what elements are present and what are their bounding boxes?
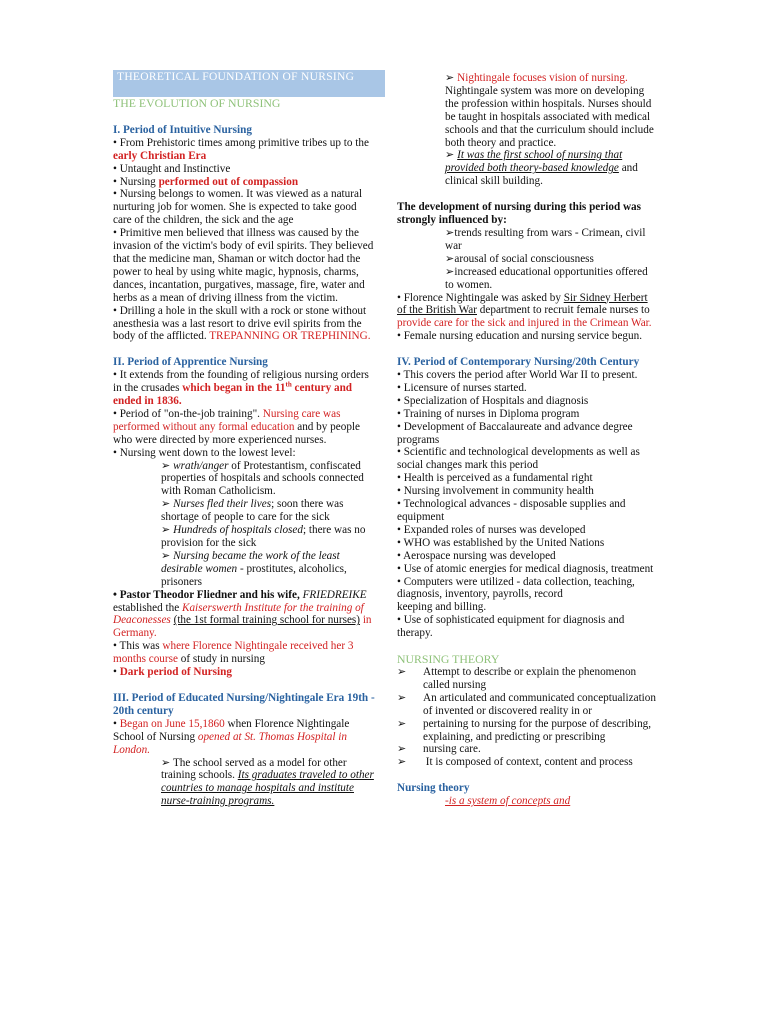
list-item: • Nursing performed out of compassion <box>113 175 299 188</box>
sub-item: ➢ Nightingale focuses vision of nursing. Nightingale system was more on developing the profession within hospitals. Nurses should be taught in hospitals associated with medical schools and that the curriculum should include both theory and practice. <box>445 72 654 149</box>
list-item: • Drilling a hole in the skull with a rock or stone without anesthesia was a last resort to drive evil spirits from the body of the afflicted. TREPANNING OR TREPHINING. <box>113 304 371 343</box>
list-item: • This was where Florence Nightingale received her 3 months course of study in nursing <box>113 640 354 666</box>
arrow-bullet-icon: ➢ <box>445 72 458 84</box>
section-nursing-theory <box>397 653 659 769</box>
list-item: • Technological advances - disposable supplies and equipment <box>397 498 626 523</box>
list-item: • Nursing belongs to women. It was viewed as a natural nurturing job for women. She is expected to take good care of the children, the sick and the age <box>113 188 363 227</box>
list-item: • Period of "on-the-job training". Nursing care was performed without any formal education and by people who were directed by more experienced nurses. <box>113 407 360 446</box>
list-item: • Development of Baccalaureate and advance degree programs <box>397 420 633 446</box>
section-title: Nursing theory <box>397 782 470 795</box>
arrow-bullet-icon: ➢ <box>445 149 458 162</box>
section-title: III. Period of Educated Nursing/Nightingale Era 19th - 20th century <box>113 691 375 717</box>
list-item: ➢ An articulated and communicated conceptualization of invented or discovered reality in or <box>397 691 656 717</box>
list-item: • Nursing went down to the lowest level: <box>113 446 296 459</box>
theory-list <box>397 666 659 769</box>
section-educated <box>113 692 375 808</box>
list-item: • It extends from the founding of religious nursing orders in the crusades which began in the 11th century and ended in 1836. <box>113 369 369 408</box>
list-item: • Use of sophisticated equipment for diagnosis and therapy. <box>397 614 625 640</box>
development-list <box>397 227 659 292</box>
section-contemporary <box>397 356 659 640</box>
list-item: ➢ It is composed of context, content and process <box>397 756 633 769</box>
list-item: • Primitive men believed that illness was caused by the invasion of the victim's body of evil spirits. They believed that the medicine man, Shaman or witch doctor had the power to heal by using white magic, hypnosis, charms, dances, incantation, purgatives, massage, fire, water and herbs as a mean of driving illness from the victim. <box>113 227 374 304</box>
section-title: I. Period of Intuitive Nursing <box>113 123 252 136</box>
theory-heading: NURSING THEORY <box>397 652 500 667</box>
left-column <box>113 97 375 808</box>
list-item: ➢ Attempt to describe or explain the phenomenon called nursing <box>397 665 637 691</box>
arrow-bullet-icon: ➢ <box>397 756 407 769</box>
list-item: • WHO was established by the United Nations <box>397 536 605 549</box>
sub-item: ➢ It was the first school of nursing that provided both theory-based knowledge and clinical skill building. <box>445 149 638 188</box>
title-banner <box>113 70 385 97</box>
arrow-bullet-icon: ➢ <box>397 691 407 704</box>
list-item: • This covers the period after World War II to present. <box>397 369 638 382</box>
list-item: • Nursing involvement in community health <box>397 485 594 498</box>
page-title: THEORETICAL FOUNDATION OF NURSING <box>117 71 355 83</box>
sub-item: ➢ Hundreds of hospitals closed; there was no provision for the sick <box>161 524 366 549</box>
list-item: • Aerospace nursing was developed <box>397 549 556 562</box>
list-item: • Female nursing education and nursing service begun. <box>397 330 643 343</box>
list-item: • From Prehistoric times among primitive tribes up to the early Christian Era <box>113 136 369 162</box>
arrow-bullet-icon: ➢ <box>445 226 455 239</box>
list-item: • Pastor Theodor Fliedner and his wife, FRIEDREIKE established the Kaiserswerth Institute for the training of Deaconesses (the 1st formal training school for nurses) in Germany. <box>113 588 372 640</box>
arrow-bullet-icon: ➢ <box>397 717 407 730</box>
arrow-bullet-icon: ➢ <box>161 524 174 537</box>
section-apprentice <box>113 356 375 679</box>
list-item: • Use of atomic energies for medical diagnosis, treatment <box>397 562 654 575</box>
arrow-bullet-icon: ➢ <box>397 665 407 678</box>
list-item: • Training of nurses in Diploma program <box>397 407 580 420</box>
section-title: The development of nursing during this period was strongly influenced by: <box>397 201 641 227</box>
list-item: • Computers were utilized - data collection, teaching, diagnosis, inventory, payrolls, record <box>397 575 635 601</box>
list-item: • Dark period of Nursing <box>113 666 232 679</box>
arrow-bullet-icon: ➢ <box>445 252 455 265</box>
right-column <box>397 72 659 808</box>
section-theory-definition <box>397 782 659 808</box>
arrow-bullet-icon: ➢ <box>161 549 174 562</box>
list-item: • Health is perceived as a fundamental right <box>397 472 593 485</box>
contemporary-list <box>397 369 659 640</box>
list-item: ➢trends resulting from wars - Crimean, civil war <box>445 226 646 252</box>
arrow-bullet-icon: ➢ <box>161 498 174 511</box>
arrow-bullet-icon: ➢ <box>397 743 407 756</box>
list-item: • Florence Nightingale was asked by Sir Sidney Herbert of the British War department to recruit female nurses to provide care for the sick and injured in the Crimean War. <box>397 291 652 330</box>
definition-text: -is a system of concepts and <box>445 795 571 808</box>
list-item: • Began on June 15,1860 when Florence Nightingale School of Nursing opened at St. Thomas Hospital in London. <box>113 717 350 756</box>
list-item: • Expanded roles of nurses was developed <box>397 523 586 536</box>
list-item: ➢ nursing care. <box>397 743 481 756</box>
section-intuitive <box>113 124 375 343</box>
section-title: II. Period of Apprentice Nursing <box>113 356 268 369</box>
arrow-bullet-icon: ➢ <box>161 756 173 769</box>
list-item: ➢increased educational opportunities offered to women. <box>445 265 648 291</box>
arrow-bullet-icon: ➢ <box>445 265 455 278</box>
list-item: • Licensure of nurses started. <box>397 381 527 394</box>
list-item: ➢ pertaining to nursing for the purpose of describing, explaining, and predicting or prescribing <box>397 717 652 743</box>
list-item: keeping and billing. <box>397 601 487 614</box>
list-item: • Scientific and technological developments as well as social changes mark this period <box>397 446 640 472</box>
list-item: • Specialization of Hospitals and diagnosis <box>397 394 589 407</box>
section-development <box>397 201 659 343</box>
list-item: ➢arousal of social consciousness <box>445 252 594 265</box>
sub-item: ➢ Nurses fled their lives; soon there was shortage of people to care for the sick <box>161 498 344 524</box>
section-title: IV. Period of Contemporary Nursing/20th Century <box>397 356 640 369</box>
list-item: • Untaught and Instinctive <box>113 162 231 175</box>
evolution-heading: THE EVOLUTION OF NURSING <box>113 96 281 110</box>
sub-item: ➢ Nursing became the work of the least desirable women - prostitutes, alcoholics, prisoners <box>161 549 347 588</box>
sub-item: ➢ wrath/anger of Protestantism, confiscated properties of hospitals and schools connected with Roman Catholicism. <box>161 459 364 498</box>
sub-item: ➢ The school served as a model for other training schools. Its graduates traveled to other countries to manage hospitals and institute nurse-training programs. <box>161 756 374 808</box>
arrow-bullet-icon: ➢ <box>161 459 174 472</box>
